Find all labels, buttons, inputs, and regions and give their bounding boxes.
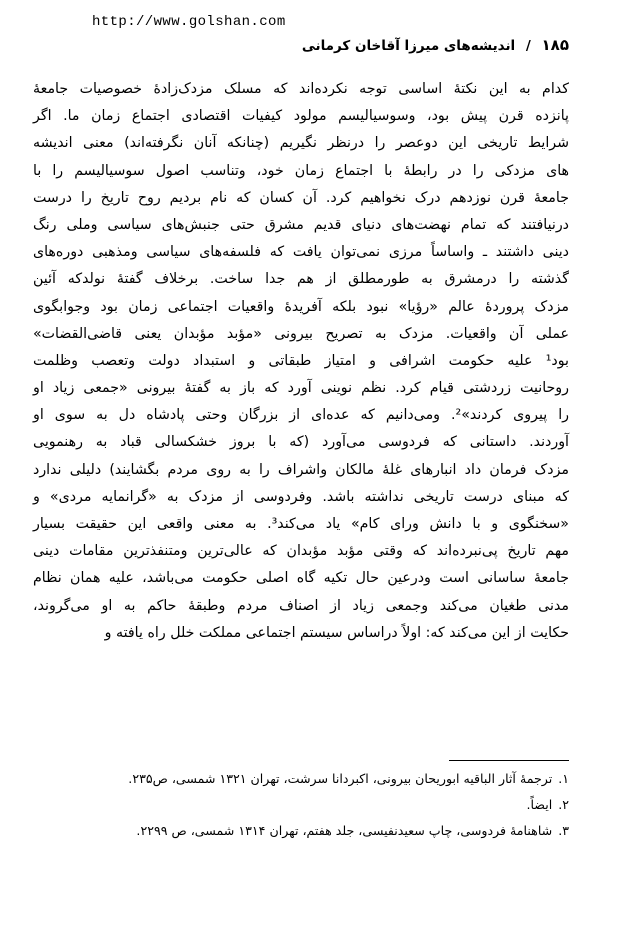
body-line: «سخنگوی و با دانش ورای کام» یاد می‌کند³. به معنی واقعی این حقیقت بسیار (33, 516, 569, 532)
body-line: پانزده قرن پیش بود، وسوسیالیسم مولود کیفیات اقتصادی اجتماع زمان ما. اگر (33, 108, 569, 125)
page-header (302, 36, 569, 54)
body-line: مدنی طغیان می‌کند وجمعی زیاد از اصناف مردم وطبقهٔ حاکم به او می‌گروند، (33, 597, 569, 614)
body-line: مزدک پروردهٔ عالم «رؤیا» نبود بلکه آفریدهٔ واقعیات اجتماعی زمان بود وجوابگوی (33, 298, 569, 315)
body-line: مهم تاریخ پی‌نبرده‌اند که وقتی مؤبد مؤبدان که عالی‌ترین ومتنفذترین مقامات دینی (33, 543, 569, 560)
footnote-text: ترجمهٔ آثار الباقیه ابوریحان بیرونی، اکبردانا سرشت، تهران ۱۳۲۱ شمسی، ص۲۳۵. (128, 771, 553, 786)
body-line: روحانیت زردشتی قیام کرد. نظم نوینی آورد که باز به گفتهٔ بیرونی «جمعی زیاد او (33, 380, 569, 397)
header-separator: / (525, 38, 531, 54)
body-line: که مبنای درست تاریخی نداشته باشد. وفردوسی از مزدک به «گرانمایه مردی» و (33, 488, 569, 505)
body-line: جامعهٔ قرن نوزدهم درک نخواهیم کرد. آن کسان که نام بردیم روح تاریخ را درست (33, 189, 569, 206)
footnote-number: ۳. (558, 823, 569, 838)
book-title: اندیشه‌های میرزا آقاخان کرمانی (301, 38, 516, 54)
body-line: های مزدکی را در رابطهٔ با اجتماع زمان خود، وتناسب اصول سوسیالیسم را با (33, 162, 569, 179)
body-line: عملی آن واقعیات. مزدک به تصریح بیرونی «مؤبد مؤبدان یعنی قاضی‌القضات» (33, 325, 569, 342)
body-line: آوردند. داستانی که فردوسی می‌آورد (که با بروز خشکسالی قباد به رهنمویی (33, 434, 569, 451)
body-text (33, 76, 569, 647)
body-line: مزدک فرمان داد انبارهای غلهٔ مالکان واشراف را به روی مردم بگشایند) دلیلی ندارد (33, 461, 569, 478)
footnote (33, 766, 569, 792)
footnote-number: ۱. (558, 771, 569, 786)
body-line: بود¹ علیه حکومت اشرافی و امتیاز طبقاتی و استبداد دولت وتعصب وظلمت (33, 352, 569, 369)
footnote-divider (449, 760, 569, 761)
body-line: حکایت از این می‌کند که: اولاً دراساس سیستم اجتماعی مملکت خلل راه یافته و (104, 624, 569, 641)
body-line: کدام به این نکتهٔ اساسی توجه نکرده‌اند که مسلک مزدک‌زادهٔ خصوصیات جامعهٔ (33, 81, 569, 97)
watermark-url: http://www.golshan.com (92, 14, 286, 30)
footnotes (33, 766, 569, 844)
footnote-text: ایضاً. (526, 797, 553, 812)
body-line: درنیافتند که تمام نهضت‌های دنیای قدیم مشرق حتی جنبش‌های سیاسی وملی رنگ (33, 216, 569, 233)
footnote (33, 818, 569, 844)
page-number: ۱۸۵ (541, 36, 569, 54)
body-line: را پیروی کردند»². ومی‌دانیم که عده‌ای از بزرگان وحتی پادشاه دل به سوی او (33, 407, 569, 424)
body-line: گذشته را درمشرق به طورمطلق از هم جدا ساخت. برخلاف گفتهٔ نولدکه آئین (33, 271, 569, 288)
body-line: دینی داشتند ـ واساساً مرزی نمی‌توان یافت که فلسفه‌های سیاسی ومذهبی دوره‌های (33, 244, 569, 261)
body-line: شرایط تاریخی این دوعصر را درنظر نگیریم (چنانکه آنان نگرفته‌اند) معنی اندیشه (33, 135, 569, 152)
footnote-number: ۲. (558, 797, 569, 812)
footnote (33, 792, 569, 818)
footnote-text: شاهنامهٔ فردوسی، چاپ سعیدنفیسی، جلد هفتم، تهران ۱۳۱۴ شمسی، ص ۲۲۹۹. (136, 823, 553, 838)
body-line: جامعهٔ ساسانی است ودرعین حال تکیه گاه اصلی حکومت می‌باشد، علیه همان نظام (33, 570, 569, 587)
